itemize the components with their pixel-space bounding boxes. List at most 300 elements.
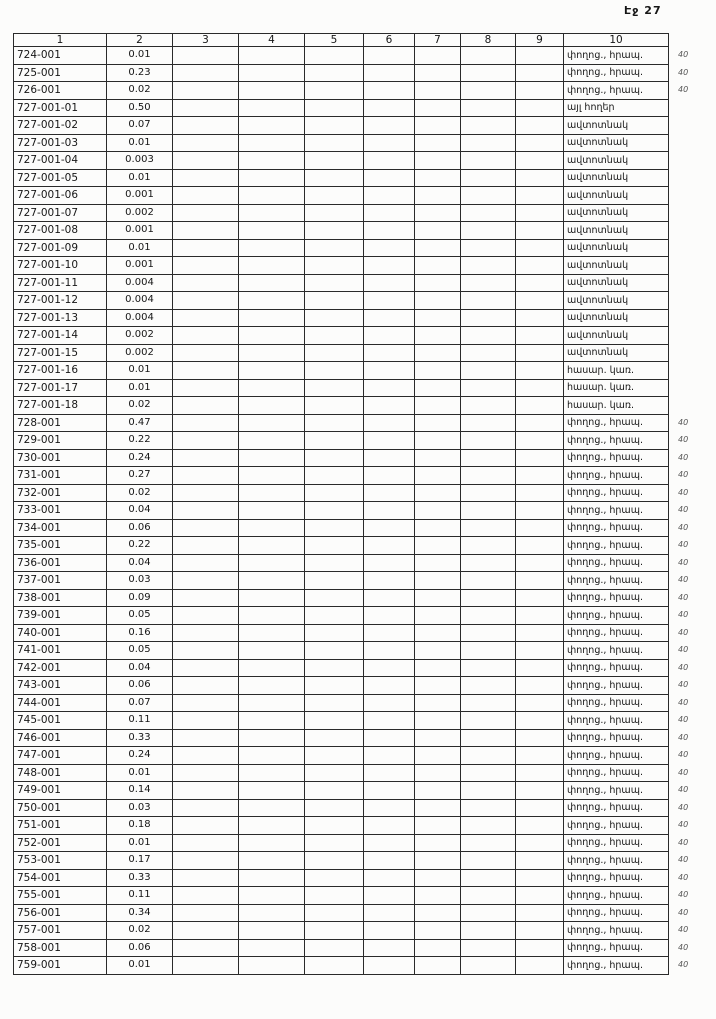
cell-empty: [461, 432, 516, 450]
cell-parcel-id: 727-001-07: [14, 204, 107, 222]
margin-note: [669, 187, 697, 205]
cell-landuse-label: փողոց., հրապ.: [564, 729, 669, 747]
cell-landuse-label: փողոց., հրապ.: [564, 414, 669, 432]
cell-empty: [415, 694, 461, 712]
margin-note: 40: [678, 540, 689, 550]
cell-empty: [516, 379, 564, 397]
cell-landuse-label: փողոց., հրապ.: [564, 887, 669, 905]
cell-landuse-label: ավտոտնակ: [564, 204, 669, 222]
table-row: [14, 852, 697, 870]
cell-area-value: 0.03: [107, 799, 173, 817]
table-row: [14, 869, 697, 887]
cell-empty: [461, 99, 516, 117]
cell-empty: [415, 362, 461, 380]
cell-empty: [173, 782, 239, 800]
cell-parcel-id: 752-001: [14, 834, 107, 852]
cell-empty: [173, 589, 239, 607]
cell-parcel-id: 728-001: [14, 414, 107, 432]
cell-area-value: 0.06: [107, 519, 173, 537]
cell-area-value: 0.02: [107, 397, 173, 415]
table-row: [14, 274, 697, 292]
cell-empty: [305, 659, 364, 677]
cell-parcel-id: 730-001: [14, 449, 107, 467]
cell-empty: [173, 677, 239, 695]
cell-empty: [516, 659, 564, 677]
table-row: [14, 292, 697, 310]
cell-empty: [415, 747, 461, 765]
cell-empty: [516, 904, 564, 922]
table-row: [14, 362, 697, 380]
cell-empty: [415, 782, 461, 800]
cell-empty: [173, 292, 239, 310]
table-row: [14, 712, 697, 730]
cell-empty: [461, 134, 516, 152]
cell-empty: [461, 47, 516, 65]
cell-empty: [239, 607, 305, 625]
cell-empty: [461, 957, 516, 975]
cell-empty: [415, 64, 461, 82]
cell-area-value: 0.001: [107, 257, 173, 275]
cell-empty: [239, 869, 305, 887]
cell-empty: [239, 572, 305, 590]
cell-area-value: 0.004: [107, 274, 173, 292]
cell-empty: [415, 134, 461, 152]
cell-area-value: 0.06: [107, 677, 173, 695]
cell-empty: [461, 187, 516, 205]
cell-landuse-label: փողոց., հրապ.: [564, 449, 669, 467]
cell-landuse-label: հասար. կառ.: [564, 362, 669, 380]
cell-empty: [239, 624, 305, 642]
cell-landuse-label: փողոց., հրապ.: [564, 624, 669, 642]
cell-empty: [239, 309, 305, 327]
cell-empty: [516, 729, 564, 747]
cell-landuse-label: ավտոտնակ: [564, 274, 669, 292]
cell-area-value: 0.18: [107, 817, 173, 835]
cell-empty: [415, 869, 461, 887]
cell-empty: [305, 887, 364, 905]
cell-empty: [461, 379, 516, 397]
cell-parcel-id: 727-001-15: [14, 344, 107, 362]
cell-empty: [415, 222, 461, 240]
column-header-2: 2: [107, 34, 173, 47]
cell-empty: [239, 134, 305, 152]
cell-empty: [461, 117, 516, 135]
cell-empty: [173, 957, 239, 975]
cell-empty: [239, 274, 305, 292]
table-row: [14, 554, 697, 572]
cell-empty: [305, 152, 364, 170]
cell-empty: [461, 327, 516, 345]
margin-note: 40: [678, 470, 689, 480]
cell-empty: [364, 379, 415, 397]
cell-empty: [415, 82, 461, 100]
table-row: [14, 537, 697, 555]
cell-empty: [239, 449, 305, 467]
table-row: [14, 817, 697, 835]
cell-empty: [364, 432, 415, 450]
cell-empty: [461, 204, 516, 222]
margin-note: [669, 292, 697, 310]
cell-empty: [461, 712, 516, 730]
table-row: [14, 922, 697, 940]
cell-landuse-label: ավտոտնակ: [564, 292, 669, 310]
cell-empty: [415, 432, 461, 450]
cell-parcel-id: 757-001: [14, 922, 107, 940]
cell-empty: [239, 712, 305, 730]
margin-note: 40: [678, 575, 689, 585]
cell-area-value: 0.01: [107, 957, 173, 975]
cell-empty: [173, 344, 239, 362]
cell-parcel-id: 750-001: [14, 799, 107, 817]
cell-empty: [415, 624, 461, 642]
cell-empty: [364, 134, 415, 152]
cell-empty: [516, 817, 564, 835]
cell-empty: [516, 589, 564, 607]
cell-empty: [239, 904, 305, 922]
cell-landuse-label: ավտոտնակ: [564, 344, 669, 362]
cell-empty: [461, 939, 516, 957]
table-row: [14, 379, 697, 397]
cell-empty: [305, 712, 364, 730]
cell-empty: [173, 257, 239, 275]
margin-note: 40: [678, 802, 689, 812]
cell-empty: [239, 922, 305, 940]
cell-area-value: 0.04: [107, 502, 173, 520]
cell-empty: [173, 624, 239, 642]
table-row: [14, 99, 697, 117]
margin-note: 40: [678, 50, 689, 60]
cell-empty: [516, 47, 564, 65]
cell-landuse-label: հասար. կառ.: [564, 379, 669, 397]
margin-note: 40: [678, 522, 689, 532]
cell-area-value: 0.33: [107, 869, 173, 887]
table-row: [14, 47, 697, 65]
cell-area-value: 0.07: [107, 694, 173, 712]
cell-empty: [461, 869, 516, 887]
margin-note: 40: [678, 750, 689, 760]
cell-empty: [239, 677, 305, 695]
cell-empty: [239, 414, 305, 432]
column-header-8: 8: [461, 34, 516, 47]
table-row: [14, 939, 697, 957]
cell-empty: [516, 64, 564, 82]
column-header-1: 1: [14, 34, 107, 47]
cell-empty: [364, 484, 415, 502]
cell-landuse-label: ավտոտնակ: [564, 134, 669, 152]
cell-empty: [173, 222, 239, 240]
cell-empty: [173, 327, 239, 345]
margin-note: [669, 362, 697, 380]
cell-empty: [516, 537, 564, 555]
cell-parcel-id: 727-001-10: [14, 257, 107, 275]
cell-area-value: 0.01: [107, 379, 173, 397]
cell-empty: [173, 659, 239, 677]
cell-landuse-label: փողոց., հրապ.: [564, 607, 669, 625]
cell-empty: [239, 47, 305, 65]
cell-parcel-id: 727-001-04: [14, 152, 107, 170]
cell-area-value: 0.05: [107, 642, 173, 660]
table-row: [14, 257, 697, 275]
cell-empty: [364, 904, 415, 922]
margin-note: 40: [678, 487, 689, 497]
cell-area-value: 0.16: [107, 624, 173, 642]
cell-empty: [173, 274, 239, 292]
cell-area-value: 0.03: [107, 572, 173, 590]
cell-empty: [461, 694, 516, 712]
cell-parcel-id: 727-001-05: [14, 169, 107, 187]
cell-parcel-id: 754-001: [14, 869, 107, 887]
cell-empty: [305, 852, 364, 870]
cell-empty: [173, 799, 239, 817]
cell-empty: [516, 432, 564, 450]
cell-empty: [516, 554, 564, 572]
cell-parcel-id: 727-001-02: [14, 117, 107, 135]
cell-parcel-id: 739-001: [14, 607, 107, 625]
cell-empty: [173, 432, 239, 450]
table-row: [14, 397, 697, 415]
cell-area-value: 0.01: [107, 764, 173, 782]
cell-empty: [415, 887, 461, 905]
cell-empty: [305, 764, 364, 782]
cell-landuse-label: փողոց., հրապ.: [564, 82, 669, 100]
cell-landuse-label: փողոց., հրապ.: [564, 502, 669, 520]
margin-note: [669, 257, 697, 275]
cell-empty: [173, 502, 239, 520]
cell-empty: [239, 939, 305, 957]
margin-note: 40: [678, 435, 689, 445]
cell-area-value: 0.004: [107, 292, 173, 310]
cell-empty: [364, 939, 415, 957]
column-header-10: 10: [564, 34, 669, 47]
table-row: [14, 607, 697, 625]
cell-empty: [461, 362, 516, 380]
cell-empty: [461, 414, 516, 432]
cell-empty: [239, 152, 305, 170]
margin-note: [669, 309, 697, 327]
cell-area-value: 0.14: [107, 782, 173, 800]
cell-empty: [415, 117, 461, 135]
cell-empty: [305, 589, 364, 607]
cell-empty: [364, 274, 415, 292]
cell-area-value: 0.04: [107, 659, 173, 677]
cell-empty: [415, 239, 461, 257]
cell-empty: [461, 64, 516, 82]
column-header-4: 4: [239, 34, 305, 47]
cell-empty: [415, 309, 461, 327]
cell-empty: [364, 537, 415, 555]
cell-empty: [415, 834, 461, 852]
cell-empty: [415, 292, 461, 310]
cell-empty: [364, 834, 415, 852]
margin-note: 40: [678, 505, 689, 515]
cell-empty: [305, 834, 364, 852]
table-row: [14, 747, 697, 765]
cell-empty: [239, 957, 305, 975]
cell-empty: [305, 134, 364, 152]
cell-parcel-id: 724-001: [14, 47, 107, 65]
cell-parcel-id: 727-001-13: [14, 309, 107, 327]
column-header-5: 5: [305, 34, 364, 47]
margin-note: 40: [678, 785, 689, 795]
cell-empty: [415, 729, 461, 747]
cell-parcel-id: 748-001: [14, 764, 107, 782]
cell-empty: [364, 292, 415, 310]
cell-area-value: 0.01: [107, 169, 173, 187]
cell-empty: [173, 117, 239, 135]
cell-area-value: 0.02: [107, 82, 173, 100]
cell-empty: [364, 817, 415, 835]
margin-note: 40: [678, 715, 689, 725]
cell-empty: [173, 642, 239, 660]
cell-empty: [461, 537, 516, 555]
cell-empty: [173, 887, 239, 905]
cell-empty: [364, 659, 415, 677]
cell-empty: [364, 327, 415, 345]
cell-area-value: 0.01: [107, 134, 173, 152]
cell-empty: [173, 484, 239, 502]
cell-empty: [461, 152, 516, 170]
cell-empty: [461, 729, 516, 747]
cell-empty: [415, 572, 461, 590]
table-row: [14, 502, 697, 520]
cell-empty: [415, 152, 461, 170]
cell-empty: [364, 764, 415, 782]
cell-empty: [173, 397, 239, 415]
cell-empty: [305, 782, 364, 800]
cell-empty: [173, 712, 239, 730]
cell-empty: [239, 554, 305, 572]
cell-empty: [364, 869, 415, 887]
cell-empty: [173, 764, 239, 782]
cell-empty: [364, 257, 415, 275]
cell-empty: [364, 572, 415, 590]
margin-note: 40: [678, 767, 689, 777]
cell-empty: [516, 99, 564, 117]
cell-empty: [461, 887, 516, 905]
cell-empty: [305, 432, 364, 450]
cell-empty: [516, 747, 564, 765]
cell-empty: [239, 362, 305, 380]
cell-empty: [305, 922, 364, 940]
cell-empty: [305, 957, 364, 975]
cell-empty: [415, 484, 461, 502]
cell-empty: [305, 204, 364, 222]
table-row: [14, 642, 697, 660]
cell-landuse-label: փողոց., հրապ.: [564, 922, 669, 940]
cell-parcel-id: 731-001: [14, 467, 107, 485]
cell-empty: [461, 449, 516, 467]
margin-note: 40: [678, 855, 689, 865]
column-header-margin: [669, 34, 697, 47]
cell-empty: [461, 222, 516, 240]
cell-parcel-id: 743-001: [14, 677, 107, 695]
cell-empty: [516, 449, 564, 467]
cell-area-value: 0.11: [107, 712, 173, 730]
cell-landuse-label: փողոց., հրապ.: [564, 834, 669, 852]
cell-empty: [415, 204, 461, 222]
cell-empty: [461, 834, 516, 852]
cell-empty: [364, 852, 415, 870]
margin-note: [669, 204, 697, 222]
margin-note: [669, 117, 697, 135]
cell-area-value: 0.34: [107, 904, 173, 922]
cell-empty: [364, 344, 415, 362]
cell-empty: [305, 222, 364, 240]
cell-empty: [173, 729, 239, 747]
table-row: [14, 239, 697, 257]
cell-empty: [173, 519, 239, 537]
cell-empty: [415, 677, 461, 695]
cell-empty: [461, 607, 516, 625]
cell-empty: [364, 64, 415, 82]
cell-parcel-id: 745-001: [14, 712, 107, 730]
cell-empty: [516, 484, 564, 502]
cell-landuse-label: ավտոտնակ: [564, 152, 669, 170]
cell-empty: [415, 799, 461, 817]
cell-empty: [516, 134, 564, 152]
cell-empty: [415, 274, 461, 292]
cell-empty: [173, 309, 239, 327]
cell-empty: [305, 82, 364, 100]
cell-empty: [239, 782, 305, 800]
cell-area-value: 0.07: [107, 117, 173, 135]
cell-empty: [415, 379, 461, 397]
cell-area-value: 0.01: [107, 834, 173, 852]
margin-note: 40: [678, 680, 689, 690]
cell-landuse-label: փողոց., հրապ.: [564, 432, 669, 450]
cell-empty: [364, 414, 415, 432]
cell-empty: [173, 694, 239, 712]
margin-note: 40: [678, 67, 689, 77]
cell-empty: [364, 82, 415, 100]
cell-landuse-label: փողոց., հրապ.: [564, 764, 669, 782]
cell-empty: [173, 64, 239, 82]
page-number-label: Էջ 27: [624, 4, 662, 17]
cell-landuse-label: փողոց., հրապ.: [564, 589, 669, 607]
cell-empty: [305, 484, 364, 502]
cell-empty: [364, 467, 415, 485]
cell-landuse-label: փողոց., հրապ.: [564, 519, 669, 537]
cell-parcel-id: 741-001: [14, 642, 107, 660]
cell-empty: [461, 904, 516, 922]
cell-landuse-label: ավտոտնակ: [564, 187, 669, 205]
cell-empty: [516, 712, 564, 730]
cell-empty: [461, 922, 516, 940]
table-row: [14, 134, 697, 152]
cell-parcel-id: 727-001-01: [14, 99, 107, 117]
cell-area-value: 0.50: [107, 99, 173, 117]
cell-empty: [516, 502, 564, 520]
table-row: [14, 432, 697, 450]
cell-empty: [239, 852, 305, 870]
cell-empty: [516, 414, 564, 432]
cell-empty: [173, 82, 239, 100]
cell-landuse-label: փողոց., հրապ.: [564, 642, 669, 660]
cell-parcel-id: 732-001: [14, 484, 107, 502]
cell-empty: [364, 957, 415, 975]
table-row: [14, 344, 697, 362]
cell-parcel-id: 727-001-16: [14, 362, 107, 380]
cell-empty: [516, 572, 564, 590]
margin-note: [669, 169, 697, 187]
cell-empty: [305, 817, 364, 835]
cell-empty: [364, 99, 415, 117]
cell-empty: [239, 729, 305, 747]
table-row: [14, 414, 697, 432]
table-row: [14, 169, 697, 187]
cell-empty: [305, 467, 364, 485]
cell-area-value: 0.002: [107, 327, 173, 345]
